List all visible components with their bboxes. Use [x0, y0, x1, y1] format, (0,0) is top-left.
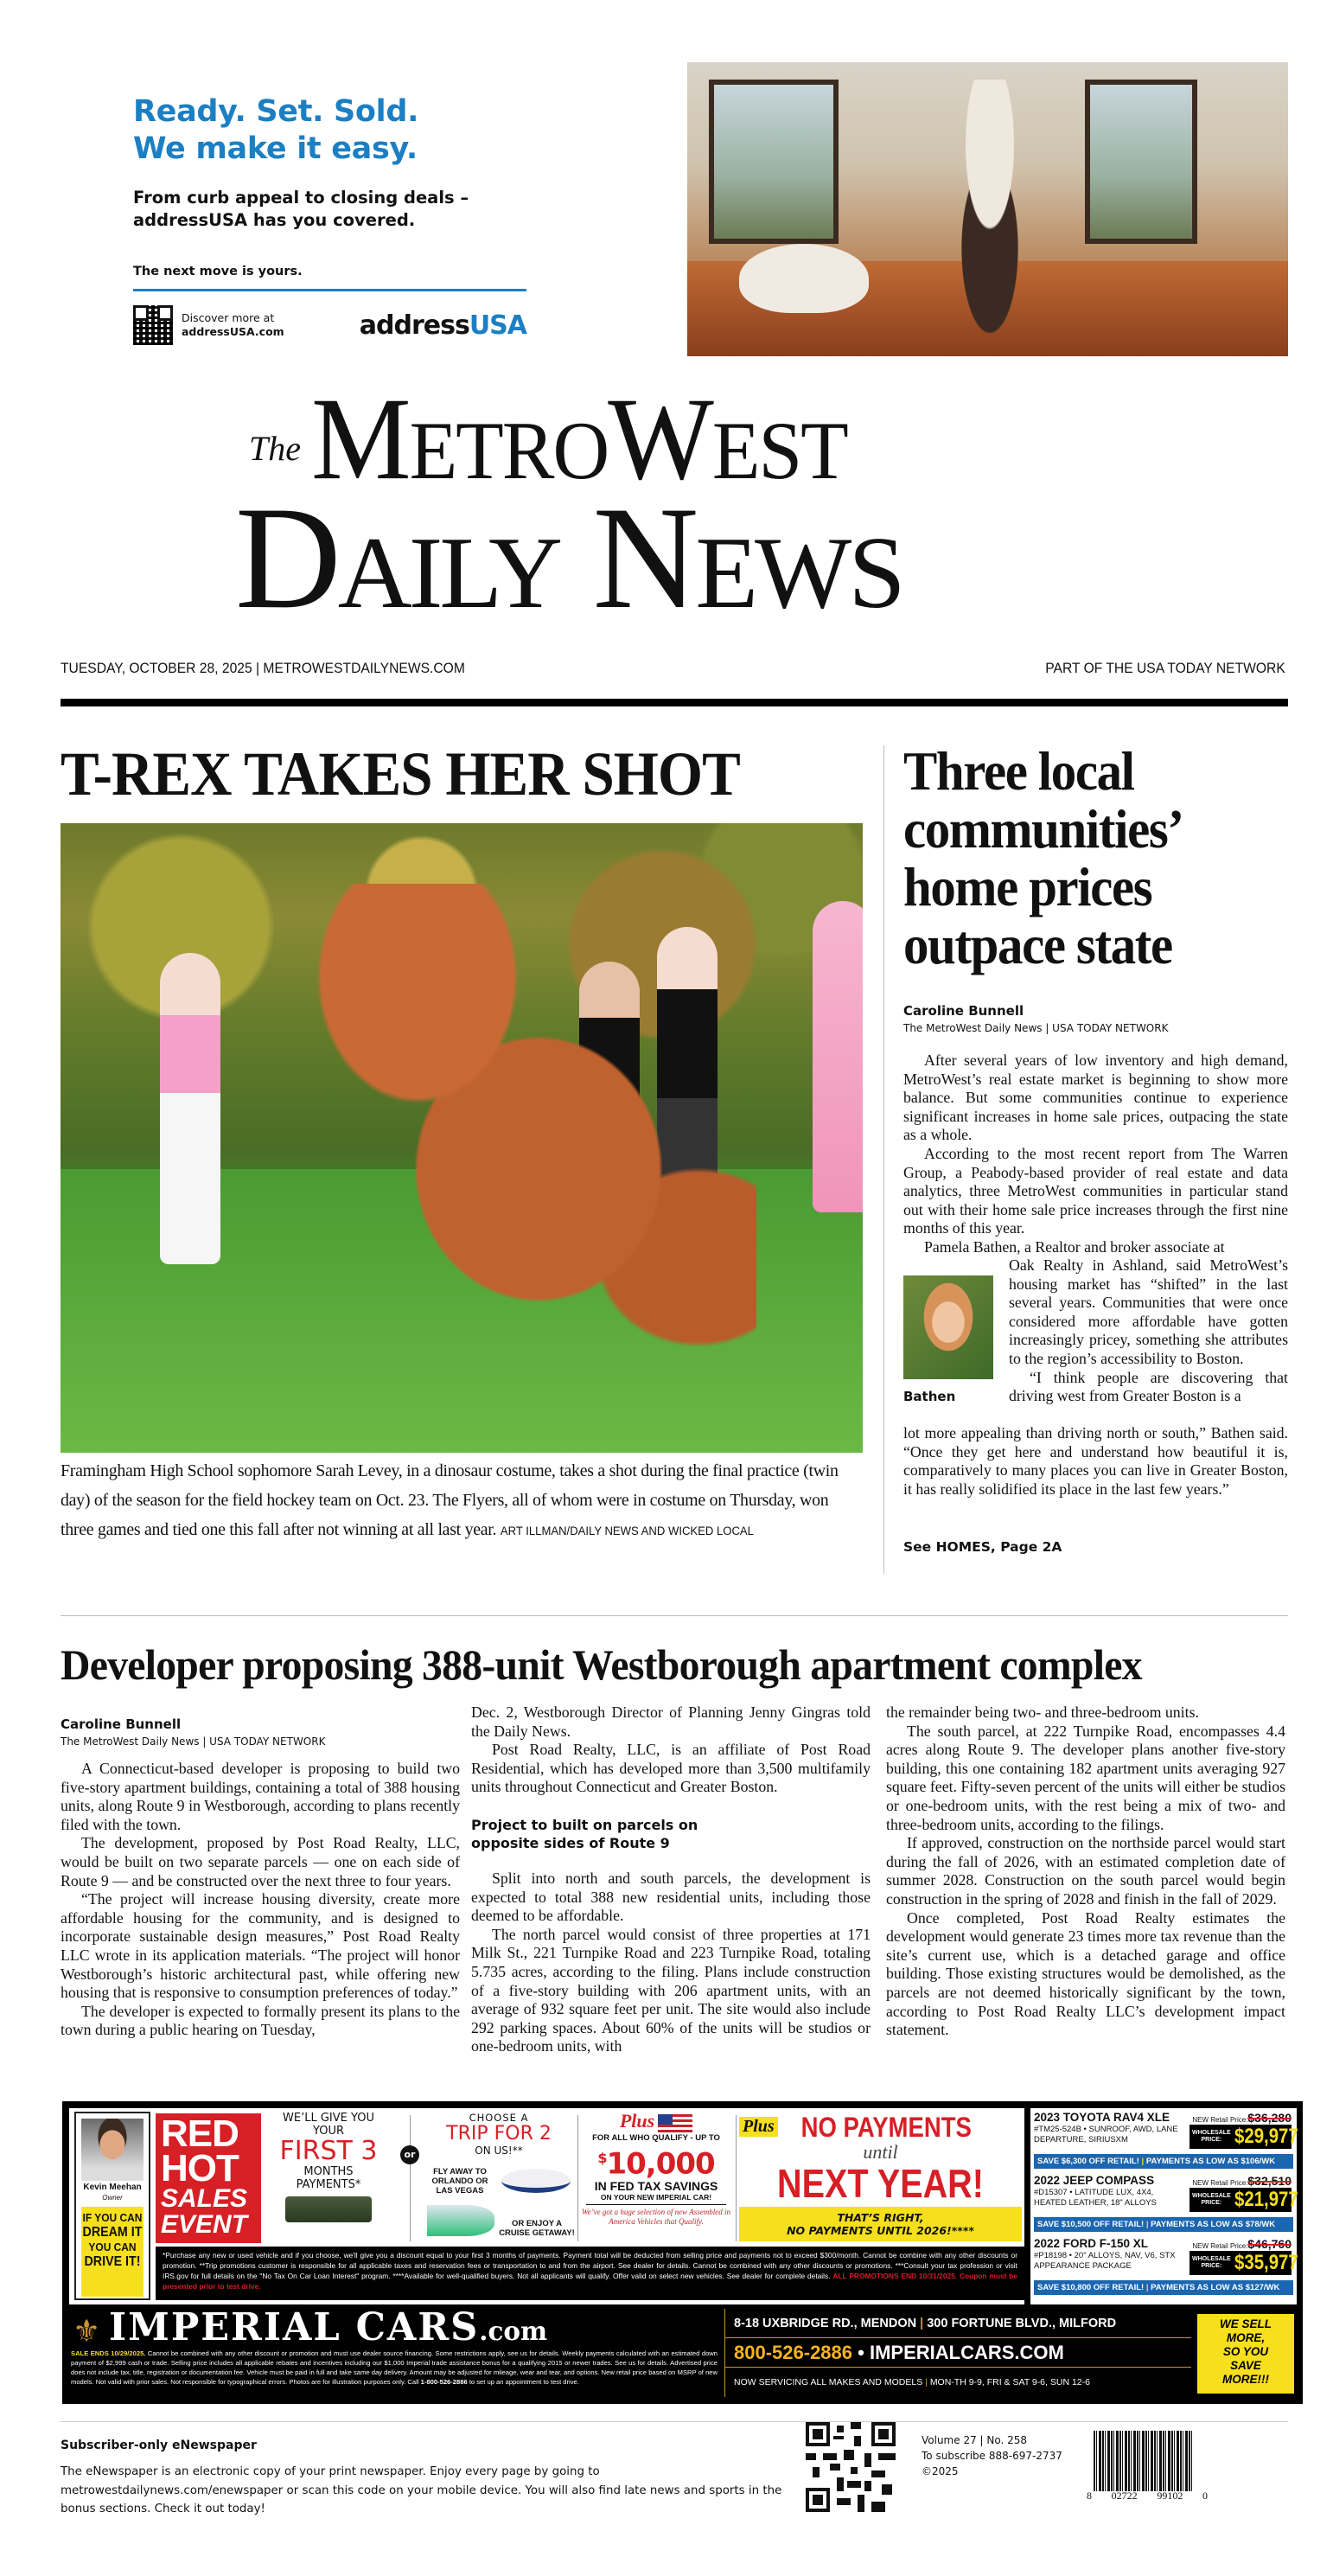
ad-headline-1: Ready. Set. Sold.: [133, 94, 419, 129]
cruise-ship-icon: [427, 2205, 494, 2236]
lead-headline[interactable]: T-REX TAKES HER SHOT: [61, 739, 740, 809]
side-story-body-bottom: lot more appealing than driving north or south,” Bathen said. “Once they get here and understand how beautiful it is, comparatively to many places you can live in Greater Boston, it has really solidified its place in the last few years.”: [903, 1424, 1288, 1498]
ad-discover: Discover more at: [182, 311, 275, 324]
photo-caption: Framingham High School sophomore Sarah Levey, in a dinosaur costume, takes a shot during the final practice (twin day) of the season for the field hockey team on Oct. 23. The Flyers, all of whom were in costume on Thursday, won three games and tied one this fall after not winning at all last year. ART ILLMAN/DAILY NEWS AND WICKED LOCAL: [61, 1461, 839, 1539]
ad-tagline: The next move is yours.: [133, 265, 526, 291]
red-hot-sales-event: RED HOT SALES EVENT: [156, 2113, 261, 2243]
jump-link-homes[interactable]: See HOMES, Page 2A: [903, 1539, 1062, 1555]
enewspaper-body: The eNewspaper is an electronic copy of your print newspaper. Enjoy every page by going to metrowestdailynews.com/enewspaper or scan this code on your mobile device. You will also find late news and sports in the bonus sections. Check it out today!: [61, 2465, 782, 2515]
fed-tax-savings-offer: Plus FOR ALL WHO QUALIFY - UP TO $10,000 IN FED TAX SAVINGS ON YOUR NEW IMPERIAL CAR! We’ve got a huge selection of new Assembled in America Vehicles that Qualify.: [582, 2110, 730, 2226]
side-story-byline: [903, 1003, 1301, 1034]
ad-legal-text: SALE ENDS 10/29/2025. Cannot be combined with any other discount or promotion and must use dealer source financing. Some restrictions apply, see us for details. Weekly payments calculated with an estimated down payment of $2,999 cash or trade. Selling price includes all applicable rebates and incentives including our $1,000 Imperial trade assistance bonus for a qualifying 2015 or newer trades. See us for details. Advertised price does not include tax, title, registration or documentation fee. Vehicle must be paid in full and take same day delivery. Amount may be adjusted for mileage, wear and tear, and options. New retail price based on MSRP of new models. Not valid with prior sales. Not responsible for typographical errors. Photos are for illustration purposes only. Call 1-800-526-2886 to set up an appointment to test drive.: [71, 2349, 718, 2386]
second-story-col-3: the remainder being two- and three-bedroom units. The south parcel, at 222 Turnpike Road, encompasses 4.4 acres along Route 9. The developer plans another five-story building, this one containing 182 apartment units averaging 927 square feet. Fifty-seven percent of the units will either be studios or one-bedroom units, with the rest being a mix of two- and three-bedroom units, according to the filings. If approved, construction on the northside parcel would start during the fall of 2026, with an estimated completion date of summer 2028. Construction on the south parcel would begin construction in the spring of 2028 and finish in the fall of 2029. Once completed, Post Road Realty estimates the development would generate 23 times more tax revenue than the site’s current use, which is a detached garage and office building. Those existing structures would be demolished, as the parcels are not deemed historically significant by the town, according to Post Road Realty LLC’s development impact statement.: [886, 1703, 1285, 2039]
ad-url[interactable]: addressUSA.com: [182, 325, 284, 338]
vehicle-listing[interactable]: 2022 FORD F-150 XL #P18198 • 20" ALLOYS, NAV, V6, STX APPEARANCE PACKAGE NEW Retail Price:$46,760 WHOLESALE PRICE: $35,977 SAVE $10,800 OFF RETAIL! | PAYMENTS AS LOW AS $127/WK: [1034, 2237, 1293, 2300]
masthead-rule: [61, 699, 1288, 706]
copyright: ©2025: [922, 2465, 959, 2477]
masthead: [0, 374, 1333, 653]
enewspaper-qr-code-icon[interactable]: [806, 2421, 896, 2513]
photo-credit: ART ILLMAN/DAILY NEWS AND WICKED LOCAL: [500, 1525, 754, 1537]
section-rule: [61, 1615, 1288, 1616]
dream-badge: IF YOU CAN DREAM IT YOU CAN DRIVE IT!: [81, 2207, 144, 2297]
address-milford: 300 FORTUNE BLVD., MILFORD: [927, 2316, 1117, 2330]
addressusa-logo: addressUSA: [359, 310, 526, 341]
dealer-hours: MON-TH 9-9, FRI & SAT 9-6, SUN 12-6: [929, 2377, 1090, 2387]
ad-fine-print: *Purchase any new or used vehicle and if you choose, we'll give you a discount equal to your first 3 months of payments. Payment total will be deducted from selling price and payments not to exceed $300/month. Cannot be combine with any other discounts or promotion. **Trip promotions customer is responsible for all applicable taxes and reservation fees or transportation to and from the airport. See dealer for details. Cannot be combined with any other discounts or promotions. ***Consult your tax profession or visit IRS.gov for full details on the "No Tax On Car Loan Interest" program. ****Available for well-qualified buyers. Not all applicants will qualify. Offer valid on select new vehicles. See dealer for complete details. ALL PROMOTIONS END 10/31/2025. Coupon must be presented prior to test drive.: [156, 2247, 1024, 2300]
subscribe-phone: To subscribe 888-697-2737: [922, 2450, 1062, 2462]
second-story-subhead: Project to built on parcels on opposite sides of Route 9: [471, 1816, 698, 1851]
byline-name[interactable]: Caroline Bunnell: [61, 1716, 182, 1732]
vehicle-listing[interactable]: 2023 TOYOTA RAV4 XLE #TM25-524B • SUNROOF, AWD, LANE DEPARTURE, SIRIUSXM NEW Retail Price:$36,280 WHOLESALE PRICE: $29,977 SAVE $6,300 OFF RETAIL! | PAYMENTS AS LOW AS $106/WK: [1034, 2111, 1293, 2174]
addressusa-ad[interactable]: [121, 62, 1288, 356]
ad-photo: [687, 62, 1288, 356]
no-payments-offer: Plus NO PAYMENTS until NEXT YEAR! THAT’S RIGHT, NO PAYMENTS UNTIL 2026!****: [739, 2112, 1022, 2241]
side-story-body-wrap: Oak Realty in Ashland, said MetroWest’s housing market has “shifted” in the last several years. Communities that were once considered more affordable have gotten increasingly pricey, something she attributes to the region’s accessibility to Boston. “I think people are discovering that driving west from Greater Boston is a: [1009, 1256, 1288, 1405]
us-flag-icon: [658, 2114, 692, 2133]
ad-sub-1: From curb appeal to closing deals –: [133, 188, 469, 208]
headshot-caption: Bathen: [903, 1389, 956, 1404]
address-mendon: 8-18 UXBRIDGE RD., MENDON: [734, 2316, 917, 2330]
ad-headline-2: We make it easy.: [133, 131, 418, 166]
byline-org: The MetroWest Daily News | USA TODAY NETWORK: [903, 1022, 1169, 1034]
masthead-metrowest: MetroWest: [311, 374, 847, 505]
masthead-daily-news: Daily News: [235, 476, 902, 639]
imperial-cars-ad[interactable]: [62, 2101, 1303, 2404]
couple-image: [934, 80, 1046, 339]
side-story-headline[interactable]: Three local communities’ home prices outpace state: [903, 740, 1180, 975]
imperial-cars-brand: [69, 2305, 719, 2397]
fleur-de-lis-icon: ⚜: [73, 2314, 101, 2349]
trip-for-2-offer: CHOOSE A TRIP FOR 2 ON US!** FLY AWAY TO ORLANDO OR LAS VEGAS OR ENJOY A CRUISE GETAWAY!: [422, 2112, 576, 2157]
dealer-website[interactable]: IMPERIALCARS.COM: [869, 2341, 1064, 2363]
dateline-network: PART OF THE USA TODAY NETWORK: [1045, 660, 1285, 676]
volume-number: Volume 27 | No. 258: [922, 2434, 1028, 2446]
enewspaper-title: Subscriber-only eNewspaper: [61, 2439, 257, 2452]
side-story-body: After several years of low inventory and high demand, MetroWest’s real estate market is beginning to show more balance. But some communities continue to experience significant increases in home sale prices, outpacing the state as a whole. According to the most recent report from The Warren Group, a Peabody-based provider of real estate and data analytics, three MetroWest communities in particular stand out with their home sale price increases through the first nine months of this year. Pamela Bathen, a Realtor and broker associate at: [903, 1051, 1288, 1256]
airplane-icon: [501, 2169, 571, 2193]
vehicle-listings: [1030, 2108, 1297, 2304]
dinosaur-costume-image: [272, 884, 756, 1403]
ad-sub-2: addressUSA has you covered.: [133, 210, 416, 230]
column-divider: [883, 745, 884, 1574]
second-story-byline: [61, 1716, 325, 1748]
owner-panel: Kevin Meehan Owner IF YOU CAN DREAM IT YOU CAN DRIVE IT!: [74, 2112, 150, 2300]
we-sell-more-badge: WE SELL MORE, SO YOU SAVE MORE!!!: [1197, 2314, 1294, 2394]
barcode: 8 02722 99102 0: [1087, 2431, 1208, 2510]
first-3-payments-offer: WE’LL GIVE YOU YOUR FIRST 3 MONTHS PAYMENTS*: [265, 2112, 392, 2222]
second-story-col-1: A Connecticut-based developer is proposing to build two five-story apartment buildings, containing a total of 388 housing units, along Route 9 in Westborough, according to plans recently filed with the town. The development, proposed by Post Road Realty, LLC, would be built on two separate parcels — one on each side of Route 9 — and be constructed over the next three to four years. “The project will increase housing diversity, create more affordable housing for the community, and is designed to incorporate sustainable design measures,” Post Road Realty LLC wrote in its application materials. “The project will honor Westborough’s historic architectural past, while offering new housing that is responsive to consumption preferences of today.” The developer is expected to formally present its plans to the town during a public hearing on Tuesday,: [61, 1760, 460, 2039]
cash-stack-icon: [285, 2196, 372, 2222]
lead-photo[interactable]: [61, 823, 863, 1453]
dateline-date: TUESDAY, OCTOBER 28, 2025 | METROWESTDAILYNEWS.COM: [61, 660, 465, 676]
owner-photo: [81, 2119, 144, 2181]
second-story-col-2: Dec. 2, Westborough Director of Planning Jenny Gingras told the Daily News. Post Road Realty, LLC, is an affiliate of Post Road Residential, which has developed more than 3,500 multifamily units throughout Connecticut and Greater Boston. Project to built on parcels on opposite sides of Route 9 Split into north and south parcels, the development is expected to total 388 new residential units, including those deemed to be affordable. The north parcel would consist of three properties at 171 Milk St., 221 Turnpike Road and 223 Turnpike Road, totaling 5.735 acres, according to the filing. Plans include construction of a five-story building with 206 apartment units, with an average of 932 square feet per unit. The site would also include 292 parking spaces. About 60% of the units will be studios or one-bedroom units, with: [471, 1703, 871, 2055]
masthead-the: The: [249, 429, 301, 468]
or-badge: or: [400, 2145, 419, 2164]
byline-org: The MetroWest Daily News | USA TODAY NETWORK: [61, 1735, 326, 1748]
byline-name[interactable]: Caroline Bunnell: [903, 1003, 1024, 1019]
imperial-cars-logo[interactable]: IMPERIAL CARS.com: [109, 2305, 548, 2349]
footer-rule: [61, 2421, 1288, 2422]
second-story-headline[interactable]: Developer proposing 388-unit Westborough apartment complex: [61, 1640, 1142, 1689]
vehicle-listing[interactable]: 2022 JEEP COMPASS #D15307 • LATITUDE LUX, 4X4, HEATED LEATHER, 18" ALLOYS NEW Retail Price:$32,510 WHOLESALE PRICE: $21,977 SAVE $10,500 OFF RETAIL! | PAYMENTS AS LOW AS $78/WK: [1034, 2174, 1293, 2237]
dealer-contact: 8-18 UXBRIDGE RD., MENDON | 300 FORTUNE BLVD., MILFORD 800-526-2886 • IMPERIALCARS.COM NOW SERVICING ALL MAKES AND MODELS | MON-TH 9-9, FRI & SAT 9-6, SUN 12-6: [724, 2309, 1191, 2397]
dateline: [61, 660, 1285, 677]
qr-code-icon[interactable]: [133, 305, 173, 345]
bathen-headshot: [903, 1275, 993, 1379]
barcode-icon: [1094, 2431, 1194, 2491]
dealer-phone[interactable]: 800-526-2886: [734, 2341, 853, 2363]
